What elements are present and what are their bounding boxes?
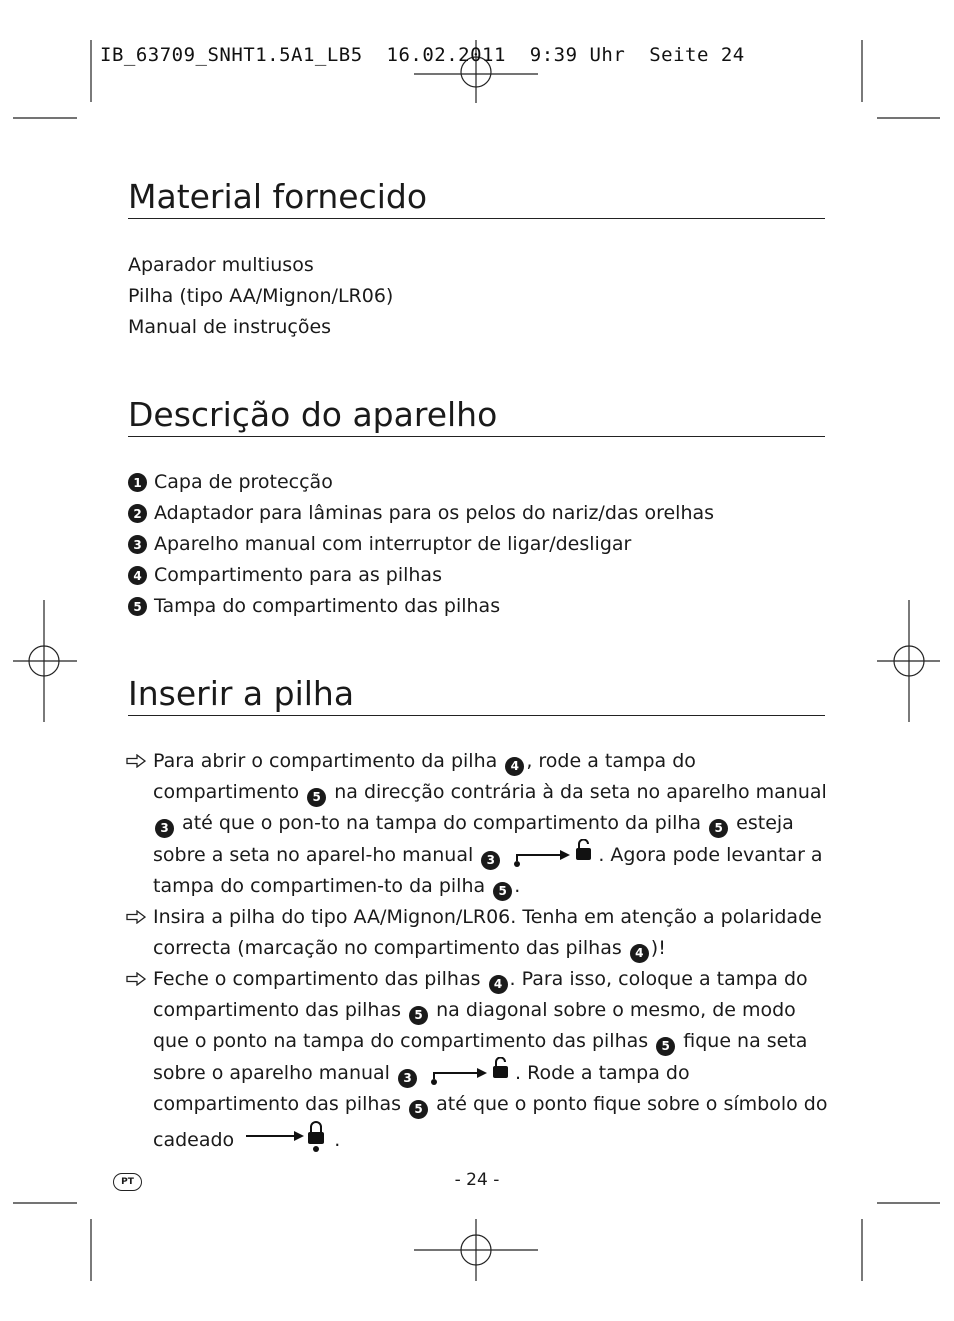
list-item xyxy=(128,591,714,622)
parts-list xyxy=(128,467,714,622)
material-list xyxy=(128,250,393,343)
language-badge: PT xyxy=(113,1173,142,1191)
open-padlock-icon xyxy=(427,1057,513,1085)
hollow-arrow-icon xyxy=(126,972,146,986)
open-padlock-icon xyxy=(510,839,596,867)
part-label: Compartimento para as pilhas xyxy=(154,564,442,586)
step-1: Para abrir o compartimento da pilha 4 , rode a tampa do compartimento 5 na direcção contrária à da seta no aparelho manual 3 até que o pon-to na tampa do compartimento da pilha 5 esteja sobre a seta no aparel-ho manual 3 . Agora pode levantar a tampa do compartimen-to da pilha 5 . xyxy=(126,746,828,902)
section-title-battery: Inserir a pilha xyxy=(128,675,825,716)
number-badge: 3 xyxy=(128,535,147,554)
step-3: Feche o compartimento das pilhas 4 . Para isso, coloque a tampa do compartimento das pilhas 5 na diagonal sobre o mesmo, de modo que o ponto na tampa do compartimento das pilhas 5 fique na seta sobre o aparelho manual 3 . Rode a tampa do compartimento das pilhas 5 até que o ponto fique sobre o símbolo do cadeado . xyxy=(126,964,828,1156)
number-badge: 4 xyxy=(489,975,508,994)
number-badge: 1 xyxy=(128,473,147,492)
list-item xyxy=(128,467,714,498)
part-label: Tampa do compartimento das pilhas xyxy=(154,595,501,617)
number-badge: 4 xyxy=(630,944,649,963)
list-item xyxy=(128,529,714,560)
closed-padlock-icon xyxy=(242,1120,332,1152)
number-badge: 5 xyxy=(307,788,326,807)
part-label: Aparelho manual com interruptor de ligar/desligar xyxy=(154,533,632,555)
number-badge: 3 xyxy=(481,851,500,870)
list-item: Aparador multiusos xyxy=(128,254,314,276)
number-badge: 5 xyxy=(409,1100,428,1119)
page-number: - 24 - xyxy=(454,1170,500,1190)
number-badge: 3 xyxy=(155,819,174,838)
list-item: Pilha (tipo AA/Mignon/LR06) xyxy=(128,285,394,307)
list-item: Manual de instruções xyxy=(128,316,332,338)
battery-steps xyxy=(126,746,828,1156)
number-badge: 4 xyxy=(505,757,524,776)
number-badge: 5 xyxy=(709,819,728,838)
section-title-material: Material fornecido xyxy=(128,178,825,219)
step-2: Insira a pilha do tipo AA/Mignon/LR06. Tenha em atenção a polaridade correcta (marcação no compartimento das pilhas 4 )! xyxy=(126,902,828,964)
number-badge: 3 xyxy=(398,1069,417,1088)
list-item xyxy=(128,498,714,529)
number-badge: 5 xyxy=(128,597,147,616)
number-badge: 2 xyxy=(128,504,147,523)
number-badge: 5 xyxy=(493,882,512,901)
hollow-arrow-icon xyxy=(126,754,146,768)
part-label: Adaptador para lâminas para os pelos do nariz/das orelhas xyxy=(154,502,715,524)
list-item xyxy=(128,560,714,591)
hollow-arrow-icon xyxy=(126,910,146,924)
section-title-description: Descrição do aparelho xyxy=(128,396,825,437)
number-badge: 5 xyxy=(409,1006,428,1025)
number-badge: 5 xyxy=(656,1037,675,1056)
number-badge: 4 xyxy=(128,566,147,585)
part-label: Capa de protecção xyxy=(154,471,333,493)
print-slug-line: IB_63709_SNHT1.5A1_LB5 16.02.2011 9:39 Uhr Seite 24 xyxy=(100,44,745,66)
